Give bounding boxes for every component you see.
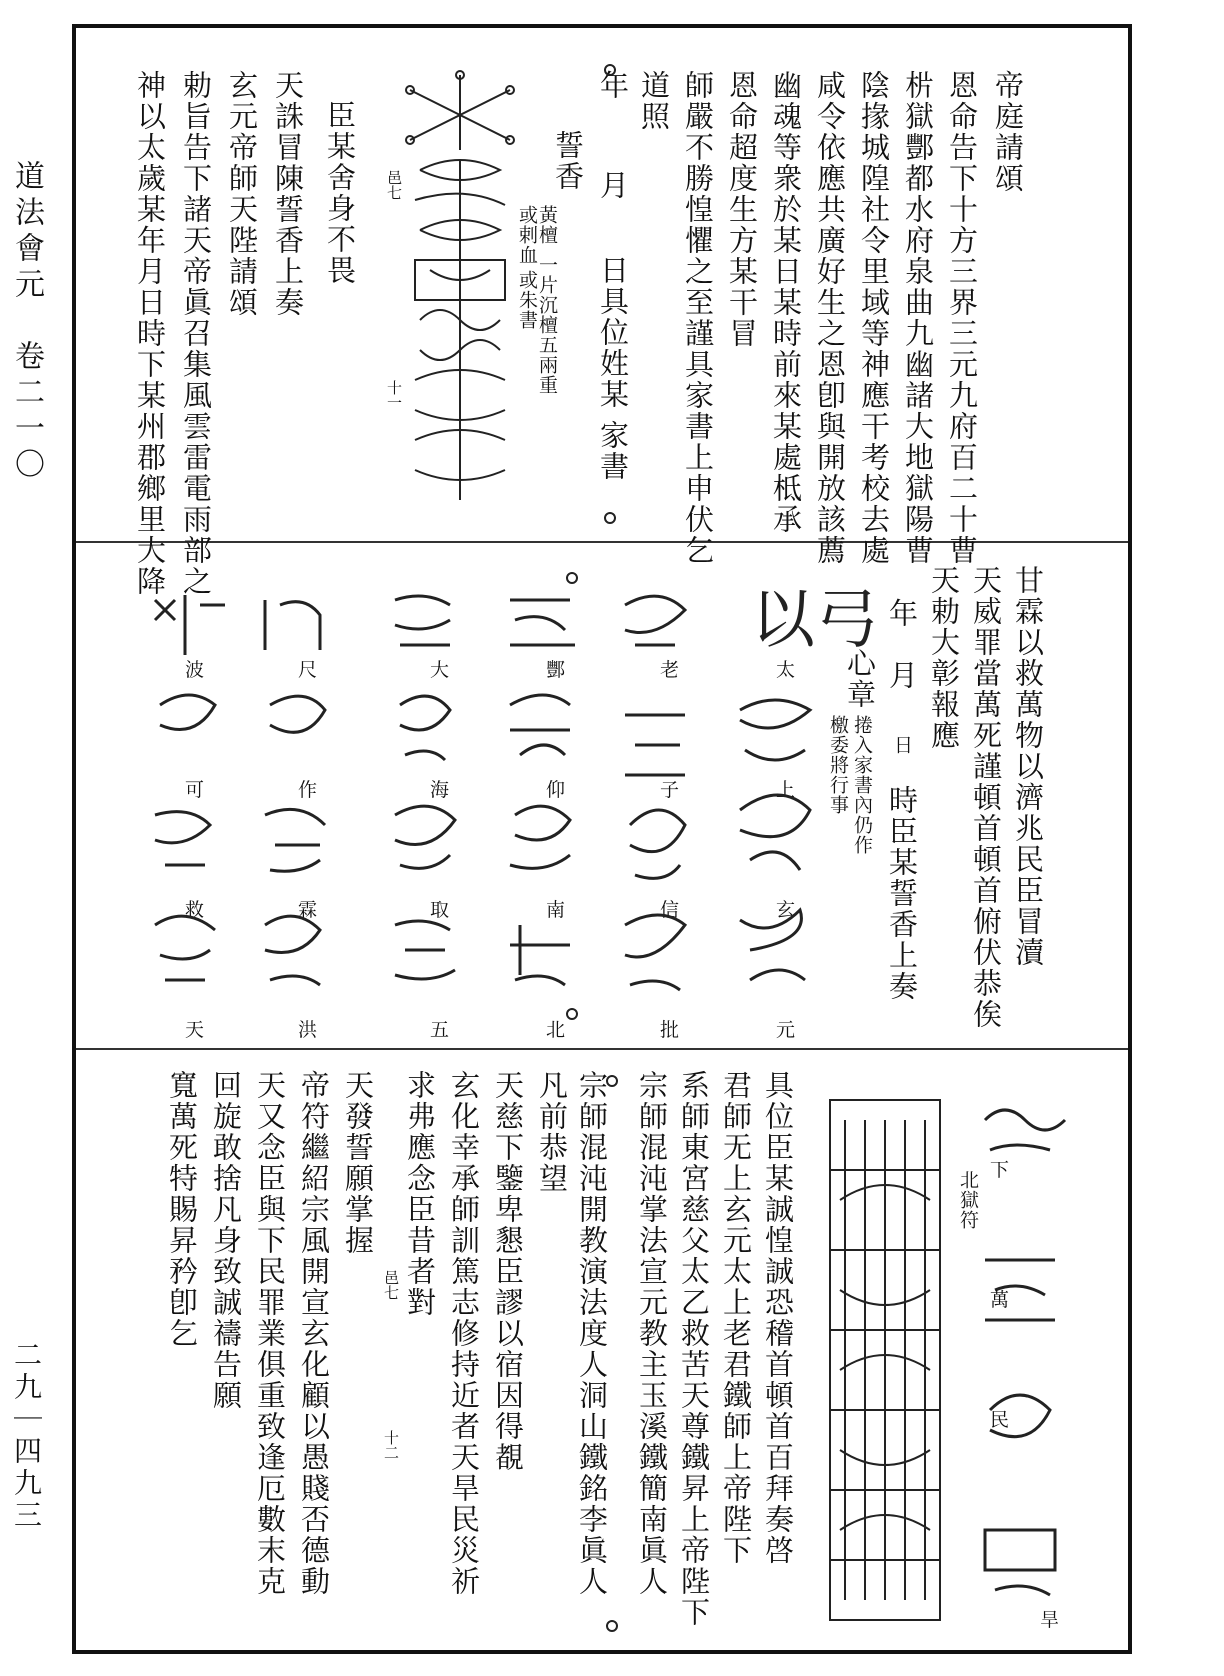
text-column: 帝庭請頌 xyxy=(991,70,1025,194)
seal-glyph: 弓 以 xyxy=(740,585,878,645)
seal-label: 仰 xyxy=(546,779,566,801)
seal-label: 民 xyxy=(990,1409,1010,1431)
small-note: 邑七 xyxy=(382,1270,400,1300)
text-column: 時臣某誓香上奏 xyxy=(885,785,919,1002)
section-divider xyxy=(76,1048,1128,1050)
seal-label: 太 xyxy=(776,659,796,681)
small-note: 十二 xyxy=(382,1430,400,1460)
talisman-picture xyxy=(400,70,520,510)
seal-label: 子 xyxy=(660,779,680,801)
text-column: 㭊獄酆都水府泉曲九幽諸大地獄陽曹 xyxy=(901,70,935,566)
seal-label: 可 xyxy=(185,779,205,801)
seal-label: 大 xyxy=(430,659,450,681)
text-column: 天又念臣與下民罪業俱重致逢厄數末克 xyxy=(253,1070,287,1597)
seal-label: 信 xyxy=(660,899,680,921)
text-column: 宗師混沌開教演法度人洞山鐵銘李眞人 xyxy=(575,1070,609,1597)
seal-label: 批 xyxy=(660,1019,680,1041)
seal-label: 尺 xyxy=(298,659,318,681)
text-column: 心章 xyxy=(843,648,877,710)
seal-label: 五 xyxy=(430,1019,450,1041)
text-column: 天發誓願掌握 xyxy=(341,1070,375,1256)
seal-drawing xyxy=(615,585,705,1005)
seal-label: 老 xyxy=(660,659,680,681)
text-column: 甘霖以救萬物以濟兆民臣冒瀆 xyxy=(1011,565,1045,968)
circle-mark xyxy=(566,572,578,584)
text-column: 回旋敢捨凡身致誠禱告願 xyxy=(209,1070,243,1411)
text-column: 求弗應念臣昔者對 xyxy=(403,1070,437,1318)
text-column: 宗師混沌掌法宣元教主玉溪鐵簡南眞人 xyxy=(635,1070,669,1597)
text-column: 臣某舍身不畏 xyxy=(323,100,357,286)
small-note: 黃檀 xyxy=(536,205,558,245)
small-note: 一片沉檀五兩重 xyxy=(536,255,558,395)
text-column: 天威罪當萬死謹頓首頓首俯伏恭俟 xyxy=(969,565,1003,1030)
seal-label: 洪 xyxy=(298,1019,318,1041)
text-column: 咸令依應共廣好生之恩卽與開放該薦 xyxy=(813,70,847,566)
text-column: 寬萬死特賜昇矜卽乞 xyxy=(165,1070,199,1349)
seal-label: 海 xyxy=(430,779,450,801)
seal-drawing xyxy=(730,690,820,1010)
text-column: 系師東宮慈父太乙救苦天尊鐵昇上帝陛下 xyxy=(677,1070,711,1628)
circle-mark xyxy=(566,1008,578,1020)
text-column: 誓香 xyxy=(551,130,585,192)
text-column: 恩命超度生方某干冒 xyxy=(725,70,759,349)
text-column: 玄元帝師天陛請頌 xyxy=(225,70,259,318)
seal-label: 霖 xyxy=(298,899,318,921)
seal-label: 元 xyxy=(776,1019,796,1041)
text-column: 神以太歲某年月日時下某州郡鄉里大降 xyxy=(133,70,167,597)
text-column: 年 xyxy=(596,70,630,101)
text-column: 帝符繼紹宗風開宣玄化顧以愚賤否德動 xyxy=(297,1070,331,1597)
text-column: 勅旨告下諸天帝眞召集風雲雷電雨部之 xyxy=(179,70,213,597)
seal-label: 南 xyxy=(546,899,566,921)
seal-drawing xyxy=(255,585,345,1005)
seal-label: 波 xyxy=(185,659,205,681)
text-column: 恩命告下十方三界三元九府百二十曹 xyxy=(945,70,979,566)
text-column: 日具位姓某 xyxy=(596,255,630,410)
seal-drawing xyxy=(970,1080,1070,1640)
small-note: 捲入家書內仍作檄委將行事 xyxy=(827,715,873,855)
text-column: 天誅冒陳誓香上奏 xyxy=(271,70,305,318)
book-title: 道法會元 卷二一〇 xyxy=(9,160,44,484)
seal-drawing xyxy=(385,585,475,1005)
text-column: 幽魂等衆於某日某時前來某處柢承 xyxy=(769,70,803,535)
text-column: 日 xyxy=(891,735,913,755)
text-column: 年 xyxy=(885,598,919,629)
page-number: 二九｜四九三 xyxy=(10,1340,43,1532)
seal-label: 取 xyxy=(430,899,450,921)
seal-label: 上 xyxy=(776,779,796,801)
text-column: 天勅大彰報應 xyxy=(927,565,961,751)
talisman-picture xyxy=(820,1090,950,1630)
seal-label: 玄 xyxy=(776,899,796,921)
small-note: 或剌血 xyxy=(516,205,538,265)
seal-label: 天 xyxy=(185,1019,205,1041)
seal-label: 救 xyxy=(185,899,205,921)
text-column: 凡前恭望 xyxy=(535,1070,569,1194)
heading: 北獄符 xyxy=(957,1170,979,1230)
text-column: 天慈下鑒卑懇臣謬以宿因得覩 xyxy=(491,1070,525,1473)
text-column: 具位臣某誠惶誠恐稽首頓首百拜奏啓 xyxy=(761,1070,795,1566)
small-note: 邑七 xyxy=(385,170,403,200)
text-column: 君師无上玄元太上老君鐵師上帝陛下 xyxy=(719,1070,753,1566)
seal-label: 旱 xyxy=(1040,1609,1060,1631)
seal-drawing xyxy=(145,585,235,1005)
seal-label: 北 xyxy=(546,1019,566,1041)
circle-mark xyxy=(604,64,616,76)
seal-label: 萬 xyxy=(990,1289,1010,1311)
circle-mark xyxy=(606,1620,618,1632)
text-column: 師嚴不勝惶懼之至謹具家書上申伏乞 xyxy=(681,70,715,566)
text-column: 月 xyxy=(885,660,919,691)
text-column: 月 xyxy=(596,170,630,201)
small-note: 十一 xyxy=(385,380,403,410)
text-column: 陰掾城隍社令里域等神應干考校去處 xyxy=(857,70,891,566)
small-note: 或朱書 xyxy=(516,270,538,330)
circle-mark xyxy=(604,512,616,524)
text-column: 家書 xyxy=(596,420,630,482)
text-column: 道照 xyxy=(637,70,671,132)
seal-drawing xyxy=(500,585,590,1005)
seal-label: 作 xyxy=(298,779,318,801)
text-column: 玄化幸承師訓篤志修持近者天旱民災祈 xyxy=(447,1070,481,1597)
seal-label: 下 xyxy=(990,1159,1010,1181)
circle-mark xyxy=(606,1075,618,1087)
seal-label: 酆 xyxy=(546,659,566,681)
